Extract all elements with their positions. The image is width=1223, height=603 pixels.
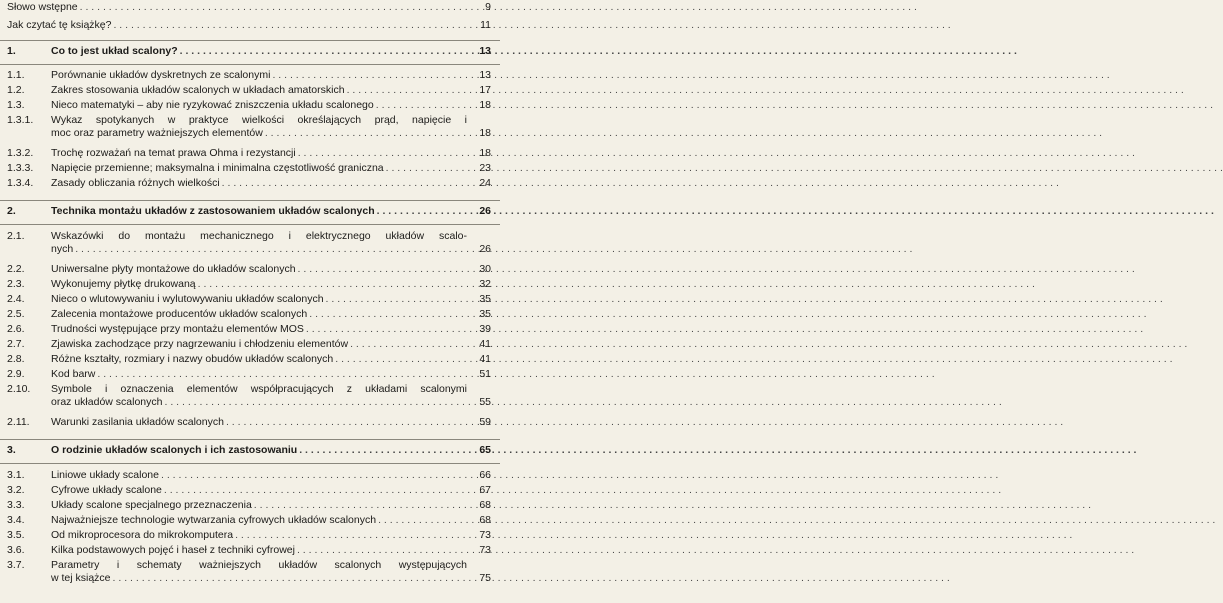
- toc-entry-text: Jak czytać tę książkę?: [7, 19, 112, 31]
- toc-entry-text: Zalecenia montażowe producentów układów scalonych: [51, 308, 308, 320]
- dot-leader: [113, 20, 950, 31]
- dot-leader: [164, 397, 1001, 408]
- toc-entry-title: [7, 2, 467, 15]
- toc-page-number: 18: [479, 147, 491, 159]
- dot-leader: [254, 500, 1091, 511]
- toc-entry-title: [51, 515, 467, 528]
- dot-leader: [377, 206, 1214, 217]
- toc-entry-text: Układy scalone specjalnego przeznaczenia: [51, 499, 252, 511]
- toc-entry-line: [51, 279, 467, 292]
- dot-leader: [113, 573, 950, 584]
- toc-entry-line: [51, 85, 467, 98]
- chapter-title: [51, 206, 467, 219]
- chapter-title-text: Technika montażu układów z zastosowaniem układów scalonych: [51, 205, 375, 217]
- toc-entry-title: [51, 417, 467, 430]
- dot-leader: [180, 46, 1017, 57]
- dot-leader: [335, 354, 1172, 365]
- toc-entry-text: Uniwersalne płyty montażowe do układów scalonych: [51, 263, 296, 275]
- section-number: 3.6.: [7, 544, 25, 556]
- toc-entry-title: [51, 279, 467, 292]
- chapter-title-text: Co to jest układ scalony?: [51, 45, 178, 57]
- dot-leader: [306, 324, 1143, 335]
- toc-page-number: 41: [479, 338, 491, 350]
- dot-leader: [226, 417, 1063, 428]
- chapter-number: 1.: [7, 45, 16, 57]
- chapter-title-text: O rodzinie układów scalonych i ich zastosowaniu: [51, 444, 298, 456]
- toc-entry-title: [51, 309, 467, 322]
- dot-leader: [272, 70, 1109, 81]
- toc-page-number: 13: [479, 45, 491, 57]
- toc-entry-line: [51, 515, 467, 528]
- toc-page-number: 68: [479, 499, 491, 511]
- toc-entry-title: [51, 85, 467, 98]
- toc-entry-text: Najważniejsze technologie wytwarzania cyfrowych układów scalonych: [51, 514, 377, 526]
- toc-page-number: 67: [479, 484, 491, 496]
- section-number: 3.3.: [7, 499, 25, 511]
- section-divider: [0, 463, 500, 464]
- toc-entry-line: [51, 294, 467, 307]
- section-number: 2.3.: [7, 278, 25, 290]
- toc-entry-title: [51, 324, 467, 337]
- toc-entry-title: [51, 500, 467, 513]
- toc-page-number: 11: [480, 19, 491, 31]
- toc-page-number: 9: [485, 1, 491, 13]
- toc-entry-text: Cyfrowe układy scalone: [51, 484, 162, 496]
- toc-page-number: 68: [479, 514, 491, 526]
- section-number: 2.11.: [7, 416, 30, 428]
- toc-entry-line: [51, 573, 467, 586]
- toc-entry-title: [51, 369, 467, 382]
- toc-entry-title: [51, 115, 467, 140]
- toc-entry-line: [51, 369, 467, 382]
- section-divider: [0, 439, 500, 440]
- toc-page-number: 41: [479, 353, 491, 365]
- toc-page-number: 55: [479, 395, 491, 408]
- toc-entry-text: nych: [51, 242, 74, 255]
- section-number: 1.2.: [7, 84, 25, 96]
- toc-entry-title: [51, 354, 467, 367]
- section-number: 2.8.: [7, 353, 25, 365]
- toc-page-number: 66: [479, 469, 491, 481]
- dot-leader: [298, 148, 1135, 159]
- section-number: 2.5.: [7, 308, 25, 320]
- toc-entry-line: [51, 178, 467, 191]
- toc-entry-text: Parametry i schematy ważniejszych układów scalonych występujących: [51, 559, 467, 571]
- toc-page-number: 26: [479, 242, 491, 255]
- toc-page-number: 51: [479, 368, 491, 380]
- chapter-number: 3.: [7, 444, 16, 456]
- toc-entry-line: [51, 70, 467, 83]
- toc-page-number: 35: [479, 308, 491, 320]
- toc-entry-text: Słowo wstępne: [7, 1, 78, 13]
- toc-entry-title: [51, 231, 467, 256]
- section-number: 2.10.: [7, 383, 31, 395]
- section-number: 1.3.2.: [7, 147, 34, 159]
- chapter-title-line: [51, 445, 467, 458]
- section-divider: [0, 40, 500, 41]
- toc-entry-line: [51, 231, 467, 244]
- toc-entry-line: [51, 324, 467, 337]
- section-number: 1.3.4.: [7, 177, 34, 189]
- toc-page-number: 26: [479, 205, 491, 217]
- section-divider: [0, 64, 500, 65]
- toc-entry-title: [51, 384, 467, 409]
- dot-leader: [350, 339, 1187, 350]
- toc-entry-text: Kod barw: [51, 368, 96, 380]
- toc-entry-title: [51, 70, 467, 83]
- toc-entry-line: [51, 545, 467, 558]
- dot-leader: [297, 545, 1134, 556]
- toc-entry-text: Trochę rozważań na temat prawa Ohma i rezystancji: [51, 147, 296, 159]
- toc-entry-title: [51, 178, 467, 191]
- toc-entry-line: [51, 163, 467, 176]
- dot-leader: [376, 100, 1213, 111]
- toc-entry-line: [51, 384, 467, 397]
- toc-entry-title: [51, 545, 467, 558]
- toc-entry-line: [51, 417, 467, 430]
- toc-entry-text: Liniowe układy scalone: [51, 469, 159, 481]
- book-page: [0, 0, 500, 603]
- section-number: 2.4.: [7, 293, 25, 305]
- dot-leader: [222, 178, 1059, 189]
- toc-page-number: 75: [479, 571, 491, 584]
- dot-leader: [80, 2, 917, 13]
- toc-entry-text: Zasady obliczania różnych wielkości: [51, 177, 220, 189]
- toc-entry-line: [51, 485, 467, 498]
- dot-leader: [235, 530, 1072, 541]
- toc-page-number: 39: [479, 323, 491, 335]
- toc-entry-title: [51, 294, 467, 307]
- chapter-number: 2.: [7, 205, 16, 217]
- toc-entry-text: Nieco o wlutowywaniu i wylutowywaniu układów scalonych: [51, 293, 324, 305]
- toc-page-number: 23: [479, 162, 491, 174]
- toc-entry-text: w tej książce: [51, 571, 111, 584]
- dot-leader: [161, 470, 998, 481]
- dot-leader: [347, 85, 1184, 96]
- toc-page-number: 17: [479, 84, 491, 96]
- toc-entry-text: Wskazówki do montażu mechanicznego i elektrycznego układów scalo-: [51, 230, 467, 242]
- toc-entry-line: [51, 397, 467, 410]
- toc-entry-text: Wykaz spotykanych w praktyce wielkości określających prąd, napięcie i: [51, 114, 467, 126]
- chapter-title-line: [51, 46, 467, 59]
- toc-page-number: 18: [479, 99, 491, 111]
- toc-entry-text: Nieco matematyki – aby nie ryzykować zniszczenia układu scalonego: [51, 99, 374, 111]
- section-number: 2.9.: [7, 368, 25, 380]
- chapter-title: [51, 445, 467, 458]
- toc-entry-text: Warunki zasilania układów scalonych: [51, 416, 224, 428]
- toc-page-number: 32: [479, 278, 491, 290]
- toc-entry-line: [51, 128, 467, 141]
- toc-entry-title: [51, 530, 467, 543]
- toc-entry-title: [7, 20, 467, 33]
- toc-entry-line: [7, 20, 467, 33]
- dot-leader: [265, 128, 1102, 139]
- toc-entry-line: [51, 115, 467, 128]
- toc-entry-text: Trudności występujące przy montażu elementów MOS: [51, 323, 304, 335]
- chapter-title-line: [51, 206, 467, 219]
- toc-entry-title: [51, 148, 467, 161]
- dot-leader: [198, 279, 1035, 290]
- toc-entry-line: [51, 354, 467, 367]
- toc-entry-text: Od mikroprocesora do mikrokomputera: [51, 529, 234, 541]
- toc-entry-text: Różne kształty, rozmiary i nazwy obudów układów scalonych: [51, 353, 334, 365]
- dot-leader: [298, 264, 1135, 275]
- section-number: 1.3.3.: [7, 162, 34, 174]
- toc-entry-title: [51, 264, 467, 277]
- section-number: 3.2.: [7, 484, 25, 496]
- section-number: 2.1.: [7, 230, 25, 242]
- toc-entry-text: Porównanie układów dyskretnych ze scalonymi: [51, 69, 271, 81]
- toc-entry-line: [51, 100, 467, 113]
- toc-entry-text: Zakres stosowania układów scalonych w układach amatorskich: [51, 84, 345, 96]
- toc-entry-line: [51, 339, 467, 352]
- dot-leader: [326, 294, 1163, 305]
- toc-entry-title: [51, 560, 467, 585]
- toc-entry-title: [51, 485, 467, 498]
- section-number: 2.6.: [7, 323, 25, 335]
- toc-entry-line: [51, 309, 467, 322]
- section-number: 3.4.: [7, 514, 25, 526]
- dot-leader: [386, 163, 1223, 174]
- toc-page-number: 73: [479, 529, 491, 541]
- section-divider: [0, 224, 500, 225]
- toc-page-number: 24: [479, 177, 491, 189]
- dot-leader: [97, 369, 934, 380]
- dot-leader: [299, 445, 1136, 456]
- toc-entry-text: moc oraz parametry ważniejszych elementów: [51, 126, 263, 139]
- toc-entry-text: Napięcie przemienne; maksymalna i minimalna częstotliwość graniczna: [51, 162, 384, 174]
- dot-leader: [164, 485, 1001, 496]
- toc-entry-line: [51, 244, 467, 257]
- section-number: 1.3.1.: [7, 114, 34, 126]
- toc-entry-line: [51, 560, 467, 573]
- section-number: 1.1.: [7, 69, 25, 81]
- toc-entry-title: [51, 339, 467, 352]
- toc-entry-line: [51, 470, 467, 483]
- toc-page-number: 13: [479, 69, 491, 81]
- dot-leader: [378, 515, 1215, 526]
- chapter-title: [51, 46, 467, 59]
- dot-leader: [309, 309, 1146, 320]
- toc-entry-text: Zjawiska zachodzące przy nagrzewaniu i chłodzeniu elementów: [51, 338, 349, 350]
- section-divider: [0, 200, 500, 201]
- toc-entry-line: [51, 264, 467, 277]
- toc-entry-text: Symbole i oznaczenia elementów współpracujących z układami scalonymi: [51, 383, 467, 395]
- toc-entry-text: Wykonujemy płytkę drukowaną: [51, 278, 196, 290]
- toc-page-number: 73: [479, 544, 491, 556]
- dot-leader: [75, 244, 912, 255]
- section-number: 3.5.: [7, 529, 25, 541]
- toc-entry-line: [7, 2, 467, 15]
- section-number: 2.7.: [7, 338, 25, 350]
- toc-page-number: 18: [479, 126, 491, 139]
- toc-entry-line: [51, 530, 467, 543]
- toc-page-number: 30: [479, 263, 491, 275]
- section-number: 3.1.: [7, 469, 25, 481]
- section-number: 3.7.: [7, 559, 25, 571]
- toc-page-number: 59: [479, 416, 491, 428]
- toc-entry-line: [51, 500, 467, 513]
- toc-page-number: 35: [479, 293, 491, 305]
- section-number: 1.3.: [7, 99, 25, 111]
- toc-page-number: 65: [479, 444, 491, 456]
- section-number: 2.2.: [7, 263, 25, 275]
- toc-entry-title: [51, 163, 467, 176]
- toc-entry-title: [51, 470, 467, 483]
- toc-entry-title: [51, 100, 467, 113]
- toc-entry-line: [51, 148, 467, 161]
- toc-entry-text: Kilka podstawowych pojęć i haseł z techniki cyfrowej: [51, 544, 295, 556]
- toc-entry-text: oraz układów scalonych: [51, 395, 163, 408]
